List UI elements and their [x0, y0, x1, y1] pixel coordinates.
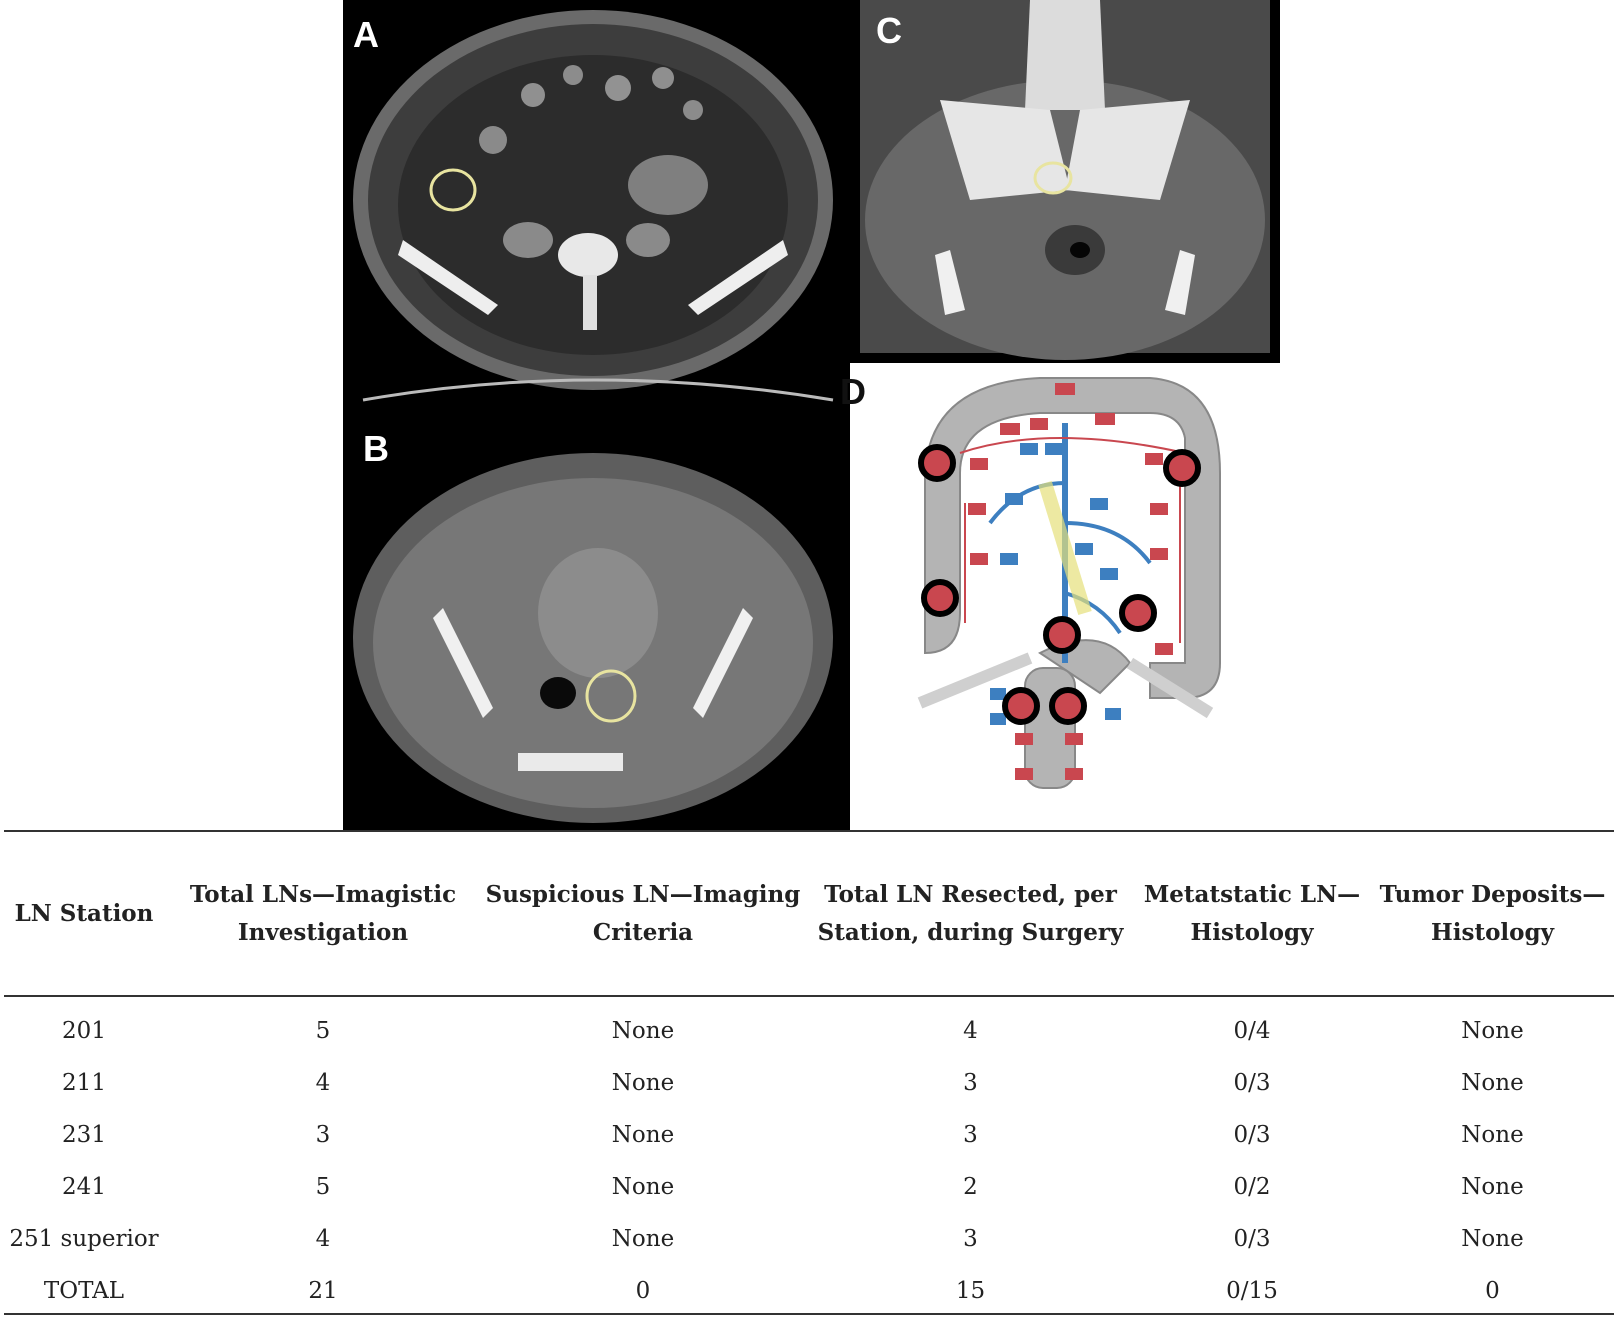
table-cell: 0/15 [1226, 1278, 1278, 1304]
lymph-node-table [0, 830, 1614, 1317]
table-cell: 4 [963, 1018, 978, 1044]
header-ln-station: LN Station [14, 899, 154, 927]
ct-panel-c [850, 0, 1280, 363]
table-cell: None [611, 1018, 675, 1044]
table-cell: 201 [62, 1018, 106, 1044]
table-cell: 0 [635, 1278, 651, 1304]
header-total-resected: Total LN Resected, per Station, during Surgery [817, 880, 1124, 946]
table-cell: None [1461, 1122, 1524, 1148]
table-row-total [0, 1265, 1614, 1317]
table-cell: 5 [315, 1174, 331, 1200]
lymph-node-diagram [850, 363, 1270, 830]
table-cell: None [611, 1174, 675, 1200]
table-row [0, 1213, 1614, 1265]
table-cell: 0 [1485, 1278, 1500, 1304]
table-cell: 5 [315, 1018, 331, 1044]
ct-image-a [343, 0, 850, 408]
table-cell: 0/3 [1233, 1122, 1271, 1148]
table-cell: 21 [308, 1278, 338, 1304]
ct-panel-b [343, 408, 850, 830]
header-suspicious-ln: Suspicious LN—Imaging Criteria [485, 880, 801, 946]
table-cell: 251 superior [9, 1226, 159, 1252]
table-cell: None [611, 1122, 675, 1148]
table-row [0, 1161, 1614, 1213]
ct-image-b [343, 408, 850, 830]
header-metastatic-ln: Metatstatic LN—Histology [1143, 880, 1361, 946]
ct-panel-a [343, 0, 850, 408]
panel-label-d: D [840, 371, 866, 412]
table-row [0, 1057, 1614, 1109]
panel-label-c: C [876, 10, 902, 51]
table-cell: 2 [963, 1174, 978, 1200]
table-cell: None [611, 1070, 675, 1096]
table-cell: 4 [315, 1070, 331, 1096]
table-cell: None [1461, 1018, 1524, 1044]
table-row [0, 1109, 1614, 1161]
table-cell: 211 [62, 1070, 106, 1096]
ct-image-c [850, 0, 1280, 363]
table-cell: 0/2 [1233, 1174, 1271, 1200]
table-cell: None [1461, 1226, 1524, 1252]
table-cell: 231 [62, 1122, 106, 1148]
table-cell: 3 [963, 1122, 978, 1148]
panel-label-b: B [363, 428, 389, 469]
table-cell: None [611, 1226, 675, 1252]
panel-label-a: A [353, 14, 379, 55]
table-cell: None [1461, 1070, 1524, 1096]
table-cell: 0/3 [1233, 1226, 1271, 1252]
table-cell: 3 [315, 1122, 331, 1148]
table-cell: TOTAL [43, 1278, 125, 1304]
header-tumor-deposits: Tumor Deposits—Histology [1379, 880, 1606, 946]
table-cell: 3 [963, 1070, 978, 1096]
header-total-lns-imaging: Total LNs—Imagistic Investigation [189, 880, 457, 946]
table-cell: 0/3 [1233, 1070, 1271, 1096]
table-cell: 241 [62, 1174, 106, 1200]
diagram-panel-d [840, 363, 1270, 830]
table-row [0, 997, 1614, 1057]
table-cell: None [1461, 1174, 1524, 1200]
table-cell: 4 [315, 1226, 331, 1252]
table-header-row [0, 830, 1614, 997]
table-cell: 15 [955, 1278, 986, 1304]
table-cell: 3 [963, 1226, 978, 1252]
table-cell: 0/4 [1233, 1018, 1271, 1044]
